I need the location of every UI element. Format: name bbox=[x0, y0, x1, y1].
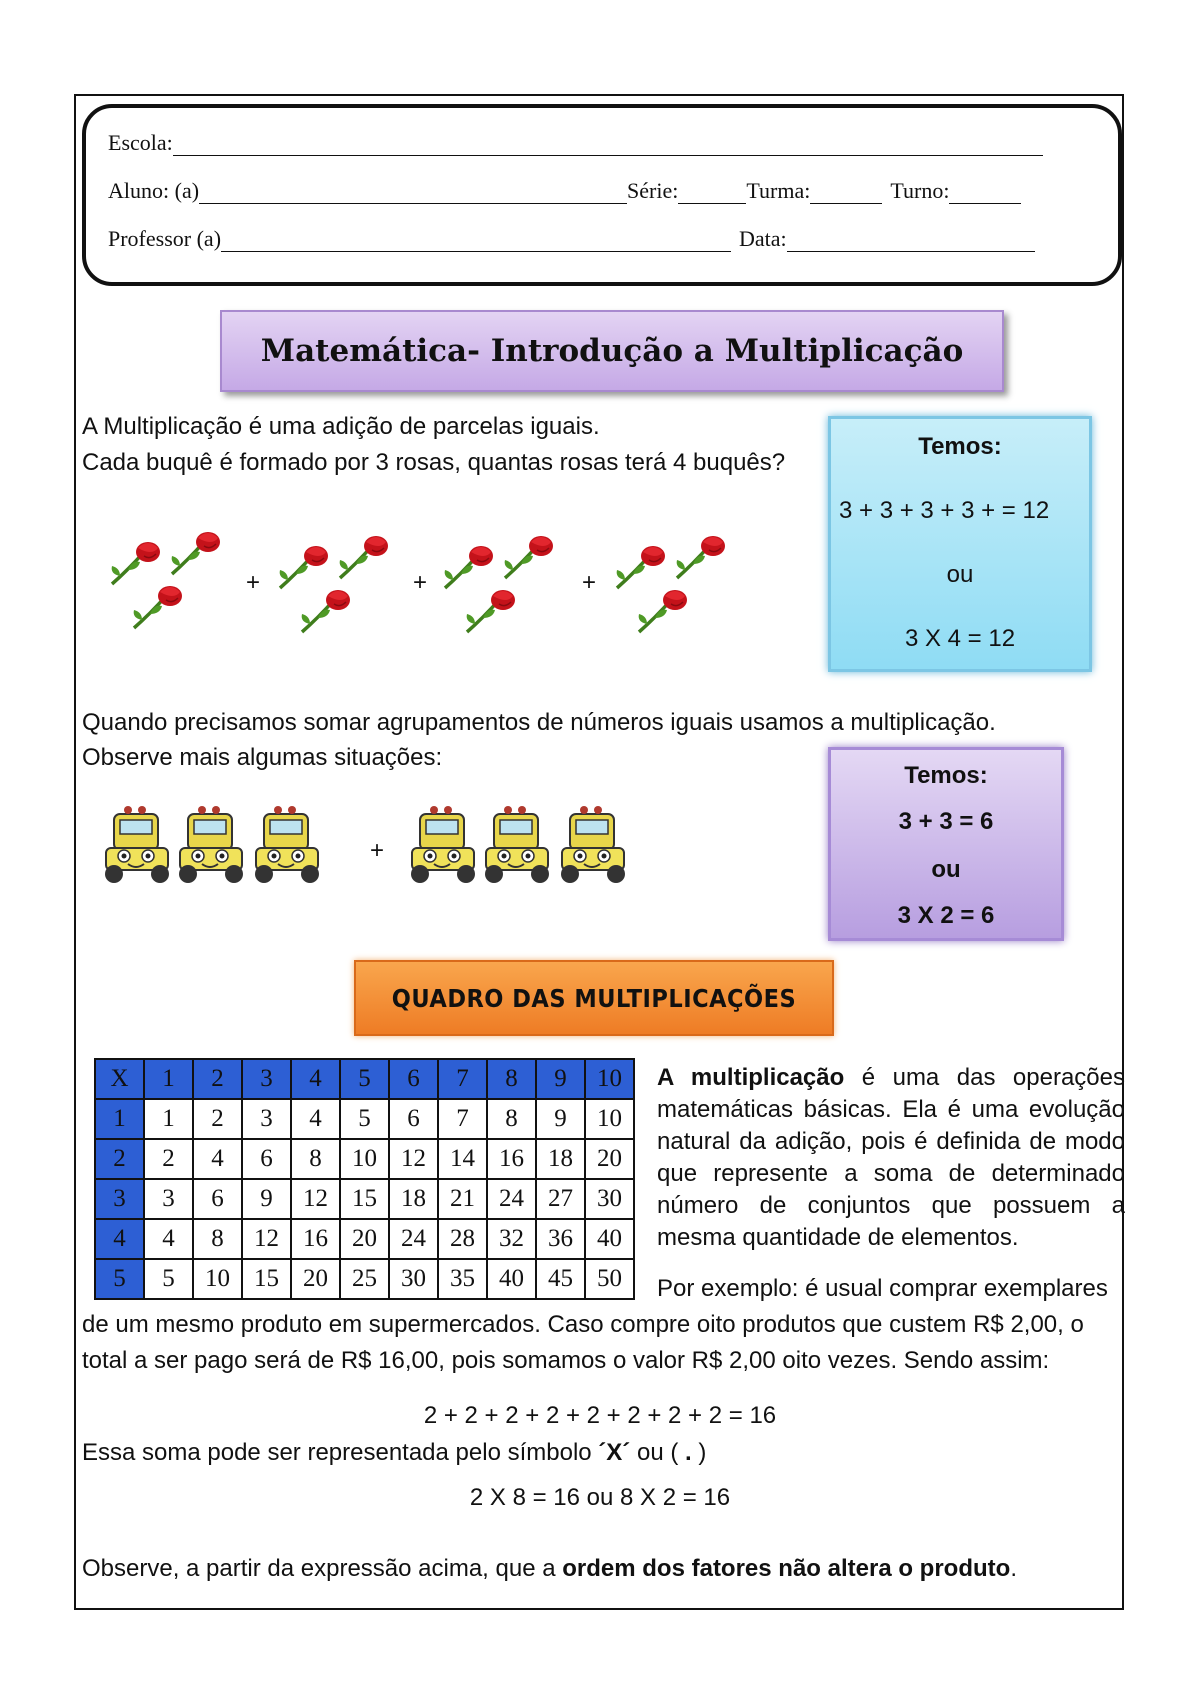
box-or: ou bbox=[946, 561, 974, 588]
data-field[interactable] bbox=[787, 231, 1035, 252]
explanation-text: é uma das operações matemáticas básicas. Ela é uma evolução natural da adição, pois é definida de modo que represente a soma de determinado número de conjuntos que possuem a mesma quantidade de elementos. bbox=[657, 1064, 1126, 1251]
table-title: QUADRO DAS MULTIPLICAÇÕES bbox=[354, 960, 834, 1036]
table-row bbox=[95, 1259, 634, 1299]
table-cell: 50 bbox=[585, 1259, 634, 1299]
table-cell: 15 bbox=[340, 1179, 389, 1219]
table-cell: 16 bbox=[291, 1219, 340, 1259]
table-cell: 10 bbox=[193, 1259, 242, 1299]
turma-label: Turma: bbox=[746, 178, 811, 203]
table-cell: 16 bbox=[487, 1139, 536, 1179]
table-cell: 10 bbox=[585, 1099, 634, 1139]
table-cell: 40 bbox=[585, 1219, 634, 1259]
conclusion-line bbox=[82, 1552, 1017, 1585]
escola-row bbox=[108, 130, 1043, 156]
table-cell: 30 bbox=[389, 1259, 438, 1299]
rose-bouquet-1 bbox=[112, 532, 220, 628]
table-cell: 3 bbox=[95, 1179, 144, 1219]
explanation-paragraph bbox=[657, 1062, 1125, 1254]
table-cell: 12 bbox=[242, 1219, 291, 1259]
table-cell: 5 bbox=[340, 1099, 389, 1139]
table-cell: 45 bbox=[536, 1259, 585, 1299]
table-cell: 6 bbox=[389, 1059, 438, 1099]
table-cell: 5 bbox=[340, 1059, 389, 1099]
table-cell: 8 bbox=[487, 1099, 536, 1139]
table-cell: 5 bbox=[144, 1259, 193, 1299]
table-cell: 20 bbox=[585, 1139, 634, 1179]
symbol-line bbox=[82, 1436, 706, 1469]
page-title: Matemática- Introdução a Multiplicação bbox=[220, 310, 1004, 392]
plus-sign: + bbox=[582, 569, 597, 596]
section2-line-1: Quando precisamos somar agrupamentos de números iguais usamos a multiplicação. bbox=[82, 709, 996, 736]
conclusion-text: . bbox=[1010, 1555, 1017, 1582]
intro-line-2: Cada buquê é formado por 3 rosas, quantas rosas terá 4 buquês? bbox=[82, 449, 786, 476]
roses-result-box bbox=[828, 416, 1092, 672]
table-cell: 2 bbox=[193, 1099, 242, 1139]
escola-label: Escola: bbox=[108, 130, 173, 155]
table-cell: 18 bbox=[389, 1179, 438, 1219]
example-sum: 2 + 2 + 2 + 2 + 2 + 2 + 2 + 2 = 16 bbox=[423, 1402, 777, 1429]
table-cell: 1 bbox=[144, 1059, 193, 1099]
table-cell: 3 bbox=[144, 1179, 193, 1219]
turno-field[interactable] bbox=[949, 183, 1021, 204]
conclusion-text: Observe, a partir da expressão acima, que a bbox=[82, 1555, 563, 1582]
table-cell: 4 bbox=[291, 1059, 340, 1099]
table-cell: 2 bbox=[144, 1139, 193, 1179]
table-cell: 5 bbox=[95, 1259, 144, 1299]
box-product: 3 X 2 = 6 bbox=[897, 902, 995, 929]
table-cell: 4 bbox=[291, 1099, 340, 1139]
table-cell: 2 bbox=[95, 1139, 144, 1179]
turno-label: Turno: bbox=[890, 178, 950, 203]
example-products: 2 X 8 = 16 ou 8 X 2 = 16 bbox=[469, 1484, 731, 1511]
table-cell: 6 bbox=[389, 1099, 438, 1139]
aluno-field[interactable] bbox=[199, 183, 627, 204]
table-cell: 40 bbox=[487, 1259, 536, 1299]
box-sum: 3 + 3 = 6 bbox=[898, 808, 994, 835]
table-cell: 30 bbox=[585, 1179, 634, 1219]
table-cell: 24 bbox=[487, 1179, 536, 1219]
symbol-text: ) bbox=[691, 1439, 707, 1466]
symbol-text: Essa soma pode ser representada pelo símbolo bbox=[82, 1439, 599, 1466]
table-cell: 20 bbox=[340, 1219, 389, 1259]
table-cell: 4 bbox=[144, 1219, 193, 1259]
aluno-label: Aluno: (a) bbox=[108, 178, 200, 203]
serie-label: Série: bbox=[627, 178, 679, 203]
table-cell: 9 bbox=[242, 1179, 291, 1219]
professor-label: Professor (a) bbox=[108, 226, 222, 251]
table-cell: 12 bbox=[291, 1179, 340, 1219]
table-cell: 6 bbox=[242, 1139, 291, 1179]
plus-sign: + bbox=[370, 837, 385, 864]
table-cell: 14 bbox=[438, 1139, 487, 1179]
table-cell: 28 bbox=[438, 1219, 487, 1259]
symbol-x: ´X´ bbox=[598, 1439, 631, 1466]
table-cell: 7 bbox=[438, 1059, 487, 1099]
intro-line-1: A Multiplicação é uma adição de parcelas iguais. bbox=[82, 413, 600, 440]
table-cell: 6 bbox=[193, 1179, 242, 1219]
table-cell: 4 bbox=[95, 1219, 144, 1259]
table-header-row bbox=[95, 1059, 634, 1099]
box-heading: Temos: bbox=[904, 762, 988, 789]
table-cell: 4 bbox=[193, 1139, 242, 1179]
conclusion-bold: ordem dos fatores não altera o produto bbox=[562, 1555, 1011, 1582]
table-row bbox=[95, 1219, 634, 1259]
example-line-3: total a ser pago será de R$ 16,00, pois somamos o valor R$ 2,00 oito vezes. Sendo assim: bbox=[82, 1347, 1050, 1374]
table-row bbox=[95, 1179, 634, 1219]
box-sum: 3 + 3 + 3 + 3 + = 12 bbox=[839, 497, 1050, 524]
box-product: 3 X 4 = 12 bbox=[904, 625, 1016, 652]
box-or: ou bbox=[931, 856, 961, 883]
symbol-dot: . bbox=[685, 1439, 692, 1466]
professor-row bbox=[108, 226, 1035, 252]
table-cell: 24 bbox=[389, 1219, 438, 1259]
table-cell: 25 bbox=[340, 1259, 389, 1299]
serie-field[interactable] bbox=[678, 183, 746, 204]
table-cell: 12 bbox=[389, 1139, 438, 1179]
data-label: Data: bbox=[739, 226, 787, 251]
table-cell: 3 bbox=[242, 1099, 291, 1139]
table-cell: 32 bbox=[487, 1219, 536, 1259]
table-cell: 18 bbox=[536, 1139, 585, 1179]
rose-bouquet-3 bbox=[445, 536, 553, 632]
table-cell: 10 bbox=[585, 1059, 634, 1099]
table-cell: 21 bbox=[438, 1179, 487, 1219]
rose-bouquet-4 bbox=[617, 536, 725, 632]
box-heading: Temos: bbox=[918, 433, 1002, 460]
table-cell: X bbox=[95, 1059, 144, 1099]
table-cell: 9 bbox=[536, 1059, 585, 1099]
section2-line-2: Observe mais algumas situações: bbox=[82, 744, 443, 771]
table-row bbox=[95, 1099, 634, 1139]
table-cell: 10 bbox=[340, 1139, 389, 1179]
turma-field[interactable] bbox=[810, 183, 882, 204]
table-cell: 9 bbox=[536, 1099, 585, 1139]
table-cell: 3 bbox=[242, 1059, 291, 1099]
table-row bbox=[95, 1139, 634, 1179]
table-cell: 20 bbox=[291, 1259, 340, 1299]
table-cell: 2 bbox=[193, 1059, 242, 1099]
plus-sign: + bbox=[413, 569, 428, 596]
table-cell: 8 bbox=[193, 1219, 242, 1259]
table-cell: 8 bbox=[487, 1059, 536, 1099]
example-line-1: Por exemplo: é usual comprar exemplares bbox=[657, 1275, 1108, 1302]
table-cell: 7 bbox=[438, 1099, 487, 1139]
table-cell: 36 bbox=[536, 1219, 585, 1259]
table-cell: 15 bbox=[242, 1259, 291, 1299]
example-line-2: de um mesmo produto em supermercados. Caso compre oito produtos que custem R$ 2,00, o bbox=[82, 1311, 1084, 1338]
rose-bouquet-2 bbox=[280, 536, 388, 632]
aluno-row bbox=[108, 178, 1021, 204]
escola-field[interactable] bbox=[173, 135, 1043, 156]
professor-field[interactable] bbox=[221, 231, 731, 252]
table-cell: 1 bbox=[144, 1099, 193, 1139]
table-cell: 27 bbox=[536, 1179, 585, 1219]
table-cell: 35 bbox=[438, 1259, 487, 1299]
plus-sign: + bbox=[246, 569, 261, 596]
table-cell: 8 bbox=[291, 1139, 340, 1179]
table-cell: 1 bbox=[95, 1099, 144, 1139]
explanation-bold: A multiplicação bbox=[657, 1064, 845, 1091]
symbol-text: ou ( bbox=[630, 1439, 685, 1466]
multiplication-table bbox=[94, 1058, 635, 1300]
cars-result-box bbox=[828, 747, 1064, 941]
student-info-box bbox=[82, 104, 1122, 286]
